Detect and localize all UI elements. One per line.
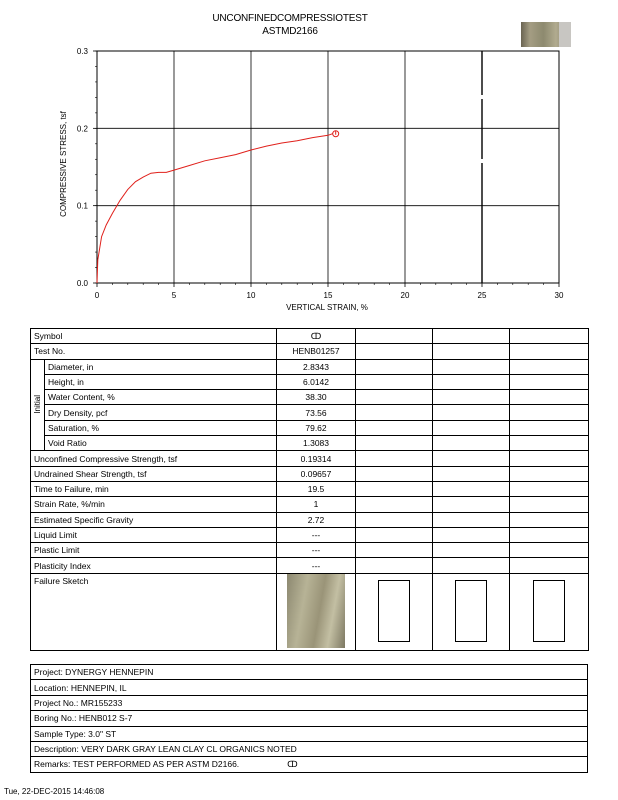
test-no-label: Test No. [31, 344, 277, 359]
table-row [31, 451, 589, 466]
table-row [31, 420, 589, 435]
failure-sketch-empty [510, 573, 589, 650]
symbol-value: ↀ [277, 329, 356, 344]
row-value: 2.72 [277, 512, 356, 527]
row-label: Strain Rate, %/min [31, 497, 277, 512]
failure-sketch-label: Failure Sketch [31, 573, 277, 650]
symbol-label: Symbol [31, 329, 277, 344]
table-row [31, 466, 589, 481]
failure-sketch-photo [287, 574, 345, 648]
row-value: 73.56 [277, 405, 356, 420]
timestamp-footer: Tue, 22-DEC-2015 14:46:08 [4, 787, 105, 796]
row-value: --- [277, 527, 356, 542]
table-row [31, 436, 589, 451]
sample-description: Description: VERY DARK GRAY LEAN CLAY CL ORGANICS NOTED [31, 741, 588, 756]
row-value: --- [277, 543, 356, 558]
x-tick-label: 25 [477, 291, 487, 300]
table-row [31, 405, 589, 420]
remarks-symbol: ↀ [287, 759, 298, 770]
row-label: Height, in [45, 374, 277, 389]
y-axis-label: COMPRESSIVE STRESS, tsf [59, 111, 68, 217]
test-no-value: HENB01257 [277, 344, 356, 359]
report-title: UNCONFINEDCOMPRESSIOTEST [212, 13, 368, 24]
row-value: 0.19314 [277, 451, 356, 466]
row-label: Unconfined Compressive Strength, tsf [31, 451, 277, 466]
project-info-table [30, 664, 588, 773]
stress-strain-curve [97, 134, 333, 283]
row-label: Dry Density, pcf [45, 405, 277, 420]
failure-sketch-empty [433, 573, 510, 650]
failure-sketch-empty [356, 573, 433, 650]
row-label: Time to Failure, min [31, 481, 277, 496]
x-tick-label: 15 [323, 291, 333, 300]
row-value: 38.30 [277, 390, 356, 405]
row-value: 19.5 [277, 481, 356, 496]
x-tick-label: 20 [400, 291, 410, 300]
table-row [31, 390, 589, 405]
row-value: 79.62 [277, 420, 356, 435]
x-tick-label: 0 [94, 291, 100, 300]
table-row [31, 512, 589, 527]
sample-type: Sample Type: 3.0" ST [31, 726, 588, 741]
row-label: Undrained Shear Strength, tsf [31, 466, 277, 481]
x-tick-label: 10 [246, 291, 256, 300]
remarks [31, 757, 588, 772]
table-row [31, 359, 589, 374]
y-tick-label: 0.3 [76, 47, 88, 56]
row-value: 1 [277, 497, 356, 512]
project-location: Location: HENNEPIN, IL [31, 680, 588, 695]
row-label: Void Ratio [45, 436, 277, 451]
x-tick-label: 5 [171, 291, 177, 300]
y-tick-label: 0.0 [76, 279, 88, 288]
initial-group-label: Initial [31, 359, 45, 451]
row-label: Saturation, % [45, 420, 277, 435]
row-label: Diameter, in [45, 359, 277, 374]
table-row [31, 558, 589, 573]
row-value: 2.8343 [277, 359, 356, 374]
y-tick-label: 0.2 [76, 124, 88, 134]
table-row [31, 497, 589, 512]
x-axis-label: VERTICAL STRAIN, % [286, 303, 368, 312]
y-tick-label: 0.1 [76, 201, 88, 211]
x-tick-label: 30 [554, 291, 564, 300]
table-row [31, 481, 589, 496]
row-label: Plasticity Index [31, 558, 277, 573]
table-row [31, 374, 589, 389]
table-row [31, 527, 589, 542]
remarks-text: Remarks: TEST PERFORMED AS PER ASTM D2166. [34, 759, 240, 770]
row-value: 1.3083 [277, 436, 356, 451]
failure-sketch-photo-cell [277, 573, 356, 650]
row-value: 0.09657 [277, 466, 356, 481]
table-row [31, 543, 589, 558]
row-label: Estimated Specific Gravity [31, 512, 277, 527]
boring-number: Boring No.: HENB012 S-7 [31, 711, 588, 726]
row-label: Water Content, % [45, 390, 277, 405]
chart-grid [97, 51, 559, 283]
report-subtitle: ASTMD2166 [262, 26, 318, 37]
row-label: Plastic Limit [31, 543, 277, 558]
row-label: Liquid Limit [31, 527, 277, 542]
project-name: Project: DYNERGY HENNEPIN [31, 665, 588, 680]
specimen-table [30, 328, 589, 651]
row-value: 6.0142 [277, 374, 356, 389]
symbol-row [31, 329, 589, 344]
row-value: --- [277, 558, 356, 573]
stress-strain-chart [0, 0, 618, 320]
test-no-row [31, 344, 589, 359]
failure-sketch-row [31, 573, 589, 650]
project-number: Project No.: MR155233 [31, 695, 588, 710]
